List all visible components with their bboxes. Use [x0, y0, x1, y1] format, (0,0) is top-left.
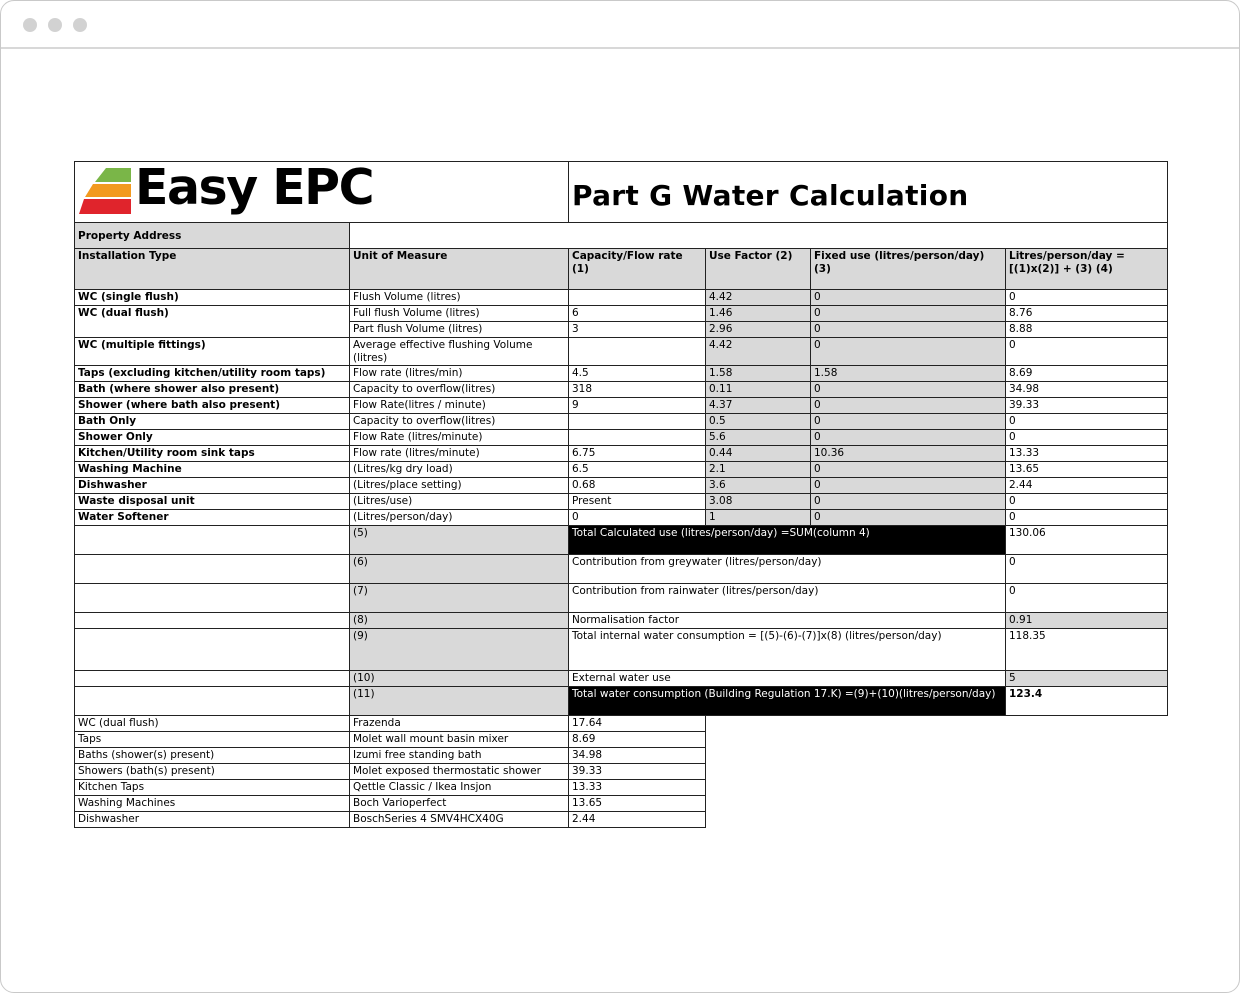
- product-row: [75, 732, 1168, 748]
- product-value: 2.44: [569, 812, 706, 828]
- property-address-value: [350, 223, 1168, 249]
- use-factor-value: 0.5: [706, 414, 811, 430]
- total-water-consumption-value: 123.4: [1006, 687, 1168, 716]
- fixed-use-value: 0: [811, 494, 1006, 510]
- logo-text: Easy EPC: [135, 159, 374, 216]
- capacity-value: 6.75: [569, 446, 706, 462]
- summary-value: 0: [1006, 555, 1168, 584]
- summary-description: Contribution from rainwater (litres/person/day): [569, 584, 1006, 613]
- summary-row: [75, 526, 1168, 555]
- product-type: Baths (shower(s) present): [75, 748, 350, 764]
- installation-type: WC (single flush): [75, 290, 350, 306]
- capacity-value: [569, 414, 706, 430]
- fixed-use-value: 1.58: [811, 366, 1006, 382]
- unit-of-measure: Average effective flushing Volume (litres): [350, 338, 569, 366]
- window-maximize-dot[interactable]: [73, 18, 87, 32]
- logo-cell: [75, 159, 569, 223]
- table-row: [75, 306, 1168, 322]
- litres-value: 0: [1006, 430, 1168, 446]
- col-capacity: Capacity/Flow rate (1): [569, 249, 706, 290]
- use-factor-value: 1: [706, 510, 811, 526]
- window-minimize-dot[interactable]: [48, 18, 62, 32]
- unit-of-measure: Flow rate (litres/minute): [350, 446, 569, 462]
- use-factor-value: 4.42: [706, 338, 811, 366]
- use-factor-value: 4.37: [706, 398, 811, 414]
- fixed-use-value: 0: [811, 338, 1006, 366]
- summary-row: [75, 584, 1168, 613]
- table-row: [75, 510, 1168, 526]
- table-row: [75, 478, 1168, 494]
- use-factor-value: 2.96: [706, 322, 811, 338]
- table-row: [75, 338, 1168, 366]
- summary-value: 0.91: [1006, 613, 1168, 629]
- summary-row: [75, 555, 1168, 584]
- summary-description: Normalisation factor: [569, 613, 1006, 629]
- unit-of-measure: (Litres/kg dry load): [350, 462, 569, 478]
- property-address-label: Property Address: [75, 223, 350, 249]
- summary-ref: (10): [350, 671, 569, 687]
- table-row: [75, 462, 1168, 478]
- window-close-dot[interactable]: [23, 18, 37, 32]
- product-value: 13.33: [569, 780, 706, 796]
- product-value: 8.69: [569, 732, 706, 748]
- property-address-row: [75, 223, 1168, 249]
- product-row: [75, 780, 1168, 796]
- summary-ref: (6): [350, 555, 569, 584]
- unit-of-measure: Capacity to overflow(litres): [350, 382, 569, 398]
- summary-row: [75, 687, 1168, 716]
- installation-type: Waste disposal unit: [75, 494, 350, 510]
- litres-value: 8.76: [1006, 306, 1168, 322]
- product-name: Izumi free standing bath: [350, 748, 569, 764]
- col-installation-type: Installation Type: [75, 249, 350, 290]
- fixed-use-value: 0: [811, 478, 1006, 494]
- summary-ref: (11): [350, 687, 569, 716]
- product-value: 34.98: [569, 748, 706, 764]
- litres-value: 0: [1006, 510, 1168, 526]
- summary-ref: (7): [350, 584, 569, 613]
- product-value: 13.65: [569, 796, 706, 812]
- product-name: Boch Varioperfect: [350, 796, 569, 812]
- litres-value: 0: [1006, 414, 1168, 430]
- col-litres: Litres/person/day = [(1)x(2)] + (3) (4): [1006, 249, 1168, 290]
- fixed-use-value: 0: [811, 382, 1006, 398]
- unit-of-measure: (Litres/use): [350, 494, 569, 510]
- summary-ref: (8): [350, 613, 569, 629]
- table-row: [75, 414, 1168, 430]
- litres-value: 34.98: [1006, 382, 1168, 398]
- use-factor-value: 4.42: [706, 290, 811, 306]
- product-row: [75, 796, 1168, 812]
- table-row: [75, 398, 1168, 414]
- summary-spacer: [75, 526, 350, 555]
- unit-of-measure: Flow Rate(litres / minute): [350, 398, 569, 414]
- summary-spacer: [75, 671, 350, 687]
- table-row: [75, 382, 1168, 398]
- litres-value: 13.65: [1006, 462, 1168, 478]
- litres-value: 0: [1006, 290, 1168, 306]
- product-name: Qettle Classic / Ikea Insjon: [350, 780, 569, 796]
- capacity-value: [569, 290, 706, 306]
- summary-spacer: [75, 613, 350, 629]
- col-unit-of-measure: Unit of Measure: [350, 249, 569, 290]
- capacity-value: [569, 338, 706, 366]
- use-factor-value: 0.44: [706, 446, 811, 462]
- table-row: [75, 290, 1168, 306]
- summary-spacer: [75, 584, 350, 613]
- table-row: [75, 366, 1168, 382]
- product-type: Dishwasher: [75, 812, 350, 828]
- use-factor-value: 3.08: [706, 494, 811, 510]
- column-header-row: [75, 249, 1168, 290]
- capacity-value: Present: [569, 494, 706, 510]
- table-row: [75, 430, 1168, 446]
- litres-value: 8.88: [1006, 322, 1168, 338]
- summary-value: 118.35: [1006, 629, 1168, 671]
- installation-type: Taps (excluding kitchen/utility room taps): [75, 366, 350, 382]
- unit-of-measure: Flow Rate (litres/minute): [350, 430, 569, 446]
- use-factor-value: 5.6: [706, 430, 811, 446]
- unit-of-measure: Full flush Volume (litres): [350, 306, 569, 322]
- col-fixed-use: Fixed use (litres/person/day) (3): [811, 249, 1006, 290]
- fixed-use-value: 0: [811, 510, 1006, 526]
- summary-spacer: [75, 687, 350, 716]
- summary-description: Total internal water consumption = [(5)-(6)-(7)]x(8) (litres/person/day): [569, 629, 1006, 671]
- use-factor-value: 0.11: [706, 382, 811, 398]
- product-type: WC (dual flush): [75, 716, 350, 732]
- summary-description: Total Calculated use (litres/person/day) =SUM(column 4): [569, 526, 1006, 555]
- fixed-use-value: 0: [811, 290, 1006, 306]
- product-type: Taps: [75, 732, 350, 748]
- fixed-use-value: 0: [811, 322, 1006, 338]
- capacity-value: 3: [569, 322, 706, 338]
- litres-value: 13.33: [1006, 446, 1168, 462]
- summary-row: [75, 629, 1168, 671]
- summary-spacer: [75, 629, 350, 671]
- unit-of-measure: (Litres/place setting): [350, 478, 569, 494]
- fixed-use-value: 0: [811, 306, 1006, 322]
- use-factor-value: 3.6: [706, 478, 811, 494]
- unit-of-measure: Part flush Volume (litres): [350, 322, 569, 338]
- installation-type: WC (dual flush): [75, 306, 350, 338]
- use-factor-value: 1.46: [706, 306, 811, 322]
- product-name: Frazenda: [350, 716, 569, 732]
- capacity-value: 6: [569, 306, 706, 322]
- title-cell: [569, 162, 1168, 223]
- installation-type: Kitchen/Utility room sink taps: [75, 446, 350, 462]
- installation-type: WC (multiple fittings): [75, 338, 350, 366]
- window-titlebar: [1, 1, 1239, 49]
- installation-type: Water Softener: [75, 510, 350, 526]
- col-use-factor: Use Factor (2): [706, 249, 811, 290]
- summary-value: 0: [1006, 584, 1168, 613]
- installation-type: Shower (where bath also present): [75, 398, 350, 414]
- header-row: [75, 162, 1168, 223]
- litres-value: 8.69: [1006, 366, 1168, 382]
- capacity-value: 4.5: [569, 366, 706, 382]
- summary-description: External water use: [569, 671, 1006, 687]
- capacity-value: 0: [569, 510, 706, 526]
- litres-value: 39.33: [1006, 398, 1168, 414]
- capacity-value: 318: [569, 382, 706, 398]
- summary-value: 130.06: [1006, 526, 1168, 555]
- capacity-value: [569, 430, 706, 446]
- product-name: Molet exposed thermostatic shower: [350, 764, 569, 780]
- litres-value: 2.44: [1006, 478, 1168, 494]
- use-factor-value: 1.58: [706, 366, 811, 382]
- installation-type: Bath (where shower also present): [75, 382, 350, 398]
- product-value: 17.64: [569, 716, 706, 732]
- installation-type: Dishwasher: [75, 478, 350, 494]
- fixed-use-value: 0: [811, 398, 1006, 414]
- unit-of-measure: Flow rate (litres/min): [350, 366, 569, 382]
- unit-of-measure: (Litres/person/day): [350, 510, 569, 526]
- summary-description: Total water consumption (Building Regulation 17.K) =(9)+(10)(litres/person/day): [569, 687, 1006, 716]
- product-row: [75, 748, 1168, 764]
- installation-type: Washing Machine: [75, 462, 350, 478]
- summary-description: Contribution from greywater (litres/person/day): [569, 555, 1006, 584]
- page-title: Part G Water Calculation: [572, 179, 969, 212]
- summary-row: [75, 671, 1168, 687]
- fixed-use-value: 0: [811, 430, 1006, 446]
- water-calculation-document: [74, 161, 1168, 828]
- product-row: [75, 764, 1168, 780]
- capacity-value: 0.68: [569, 478, 706, 494]
- fixed-use-value: 0: [811, 462, 1006, 478]
- fixed-use-value: 0: [811, 414, 1006, 430]
- table-row: [75, 494, 1168, 510]
- installation-type: Bath Only: [75, 414, 350, 430]
- use-factor-value: 2.1: [706, 462, 811, 478]
- summary-value: 5: [1006, 671, 1168, 687]
- summary-ref: (5): [350, 526, 569, 555]
- summary-ref: (9): [350, 629, 569, 671]
- product-row: [75, 812, 1168, 828]
- summary-row: [75, 613, 1168, 629]
- summary-spacer: [75, 555, 350, 584]
- product-value: 39.33: [569, 764, 706, 780]
- product-row: [75, 716, 1168, 732]
- product-name: Molet wall mount basin mixer: [350, 732, 569, 748]
- product-type: Showers (bath(s) present): [75, 764, 350, 780]
- table-row: [75, 446, 1168, 462]
- product-type: Kitchen Taps: [75, 780, 350, 796]
- unit-of-measure: Capacity to overflow(litres): [350, 414, 569, 430]
- capacity-value: 9: [569, 398, 706, 414]
- water-calculation-table: [74, 161, 1168, 828]
- fixed-use-value: 10.36: [811, 446, 1006, 462]
- capacity-value: 6.5: [569, 462, 706, 478]
- installation-type: Shower Only: [75, 430, 350, 446]
- litres-value: 0: [1006, 494, 1168, 510]
- easy-epc-logo-icon: [79, 164, 135, 220]
- litres-value: 0: [1006, 338, 1168, 366]
- unit-of-measure: Flush Volume (litres): [350, 290, 569, 306]
- product-name: BoschSeries 4 SMV4HCX40G: [350, 812, 569, 828]
- product-type: Washing Machines: [75, 796, 350, 812]
